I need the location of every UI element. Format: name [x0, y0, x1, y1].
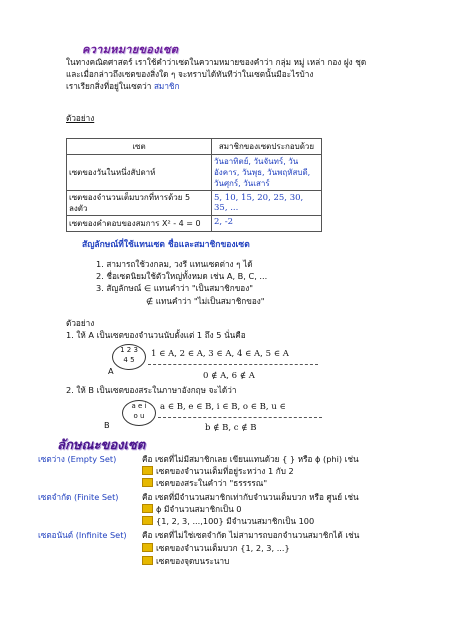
symbol-rule-2: 2. ชื่อเซตนิยมใช้ตัวใหญ่ทั้งหมด เช่น A, B, C, ...: [96, 271, 268, 281]
example-label: ตัวอย่าง: [66, 113, 95, 123]
term-finite-set: เซตจำกัด (Finite Set): [38, 492, 119, 502]
bullet-icon: [142, 466, 153, 475]
table-cell-members: 5, 10, 15, 20, 25, 30, 35, ...: [212, 191, 322, 216]
list-item: [142, 466, 294, 477]
sets-table: [66, 138, 322, 232]
bullet-icon: [142, 556, 153, 565]
table-row: [67, 155, 322, 191]
item-text: เซตของจำนวนเต็มบวก {1, 2, 3, ...}: [156, 543, 290, 553]
definition-empty-set: คือ เซตที่ไม่มีสมาชิกเลย เขียนแทนด้วย { } หรือ ϕ (phi) เช่น: [142, 454, 359, 464]
table-header-members: สมาชิกของเซตประกอบด้วย: [212, 139, 322, 155]
symbol-rule-1: 1. สามารถใช้วงกลม, วงรี แทนเซตต่าง ๆ ได้: [96, 259, 253, 269]
list-item: [142, 516, 314, 527]
table-cell-set: เซตของจำนวนเต็มบวกที่หารด้วย 5 ลงตัว: [67, 191, 212, 216]
list-item: [142, 543, 290, 554]
heading-set-characteristics: ลักษณะของเซต: [57, 438, 146, 453]
bullet-icon: [142, 504, 153, 513]
item-text: เซตของสระในคำว่า "ธรรรรณ": [156, 478, 268, 488]
set-a-name: A: [108, 366, 114, 376]
item-text: เซตของจำนวนเต็มที่อยู่ระหว่าง 1 กับ 2: [156, 466, 294, 476]
intro-line-2: และเมื่อกล่าวถึงเซตของสิ่งใด ๆ จะทราบได้ทันทีว่าในเซตนั้นมีอะไรบ้าง: [66, 69, 314, 79]
set-b-nonmembers-line: b ∉ B, c ∉ B: [205, 423, 257, 433]
example2-label: ตัวอย่าง: [66, 318, 95, 328]
list-item: [142, 556, 229, 567]
set-b-divider: [158, 417, 322, 418]
list-item: [142, 478, 267, 489]
bullet-icon: [142, 478, 153, 487]
set-b-members-line: a ∈ B, e ∈ B, i ∈ B, o ∈ B, u ∈: [160, 402, 286, 412]
item-text: {1, 2, 3, ...,100} มีจำนวนสมาชิกเป็น 100: [156, 516, 315, 526]
bullet-icon: [142, 543, 153, 552]
symbol-rule-4: ∉ แทนคำว่า "ไม่เป็นสมาชิกของ": [146, 296, 265, 306]
definition-finite-set: คือ เซตที่มีจำนวนสมาชิกเท่ากับจำนวนเต็มบวก หรือ ศูนย์ เช่น: [142, 492, 359, 502]
term-infinite-set: เซตอนันต์ (Infinite Set): [38, 530, 127, 540]
table-cell-members: 2, -2: [212, 216, 322, 232]
table-cell-set: เซตของวันในหนึ่งสัปดาห์: [67, 155, 212, 191]
symbol-rule-3: 3. สัญลักษณ์ ∈ แทนคำว่า "เป็นสมาชิกของ": [96, 283, 253, 293]
heading-set-meaning: ความหมายของเซต: [82, 43, 179, 56]
set-b-name: B: [104, 420, 110, 430]
table-header-row: [67, 139, 322, 155]
table-row: [67, 191, 322, 216]
table-header-set: เซต: [67, 139, 212, 155]
term-empty-set: เซตว่าง (Empty Set): [38, 454, 117, 464]
symbols-heading: สัญลักษณ์ที่ใช้แทนเซต ชื่อและสมาชิกของเซต: [82, 240, 250, 250]
example-a-title: 1. ให้ A เป็นเซตของจำนวนนับตั้งแต่ 1 ถึง 5 นั่นคือ: [66, 330, 246, 340]
definition-infinite-set: คือ เซตที่ไม่ใช่เซตจำกัด ไม่สามารถบอกจำนวนสมาชิกได้ เช่น: [142, 530, 360, 540]
example-b-title: 2. ให้ B เป็นเซตของสระในภาษาอังกฤษ จะได้ว่า: [66, 385, 237, 395]
item-text: เซตของจุดบนระนาบ: [156, 556, 230, 566]
set-b-oval-line-2: o u: [133, 412, 145, 420]
set-a-members-line: 1 ∈ A, 2 ∈ A, 3 ∈ A, 4 ∈ A, 5 ∈ A: [151, 349, 289, 359]
table-cell-set: เซตของคำตอบของสมการ X² - 4 = 0: [67, 216, 212, 232]
set-a-oval-line-2: 4 5: [123, 356, 135, 364]
intro-line-1: ในทางคณิตศาสตร์ เราใช้คำว่าเซตในความหมายของคำว่า กลุ่ม หมู่ เหล่า กอง ฝูง ชุด: [66, 57, 367, 67]
list-item: [142, 504, 242, 515]
table-row: [67, 216, 322, 232]
table-cell-members: วันอาทิตย์, วันจันทร์, วันอังคาร, วันพุธ, วันพฤหัสบดี, วันศุกร์, วันเสาร์: [212, 155, 322, 191]
set-a-divider: [148, 364, 318, 365]
item-text: ϕ มีจำนวนสมาชิกเป็น 0: [156, 504, 242, 514]
set-a-oval-line-1: 1 2 3: [120, 346, 138, 354]
intro-line-3-prefix: เราเรียกสิ่งที่อยู่ในเซตว่า: [66, 81, 152, 91]
bullet-icon: [142, 516, 153, 525]
term-member: สมาชิก: [153, 81, 180, 91]
set-b-oval-line-1: a e i: [131, 402, 147, 410]
intro-line-3: [66, 81, 179, 92]
set-a-nonmembers-line: 0 ∉ A, 6 ∉ A: [203, 371, 255, 381]
